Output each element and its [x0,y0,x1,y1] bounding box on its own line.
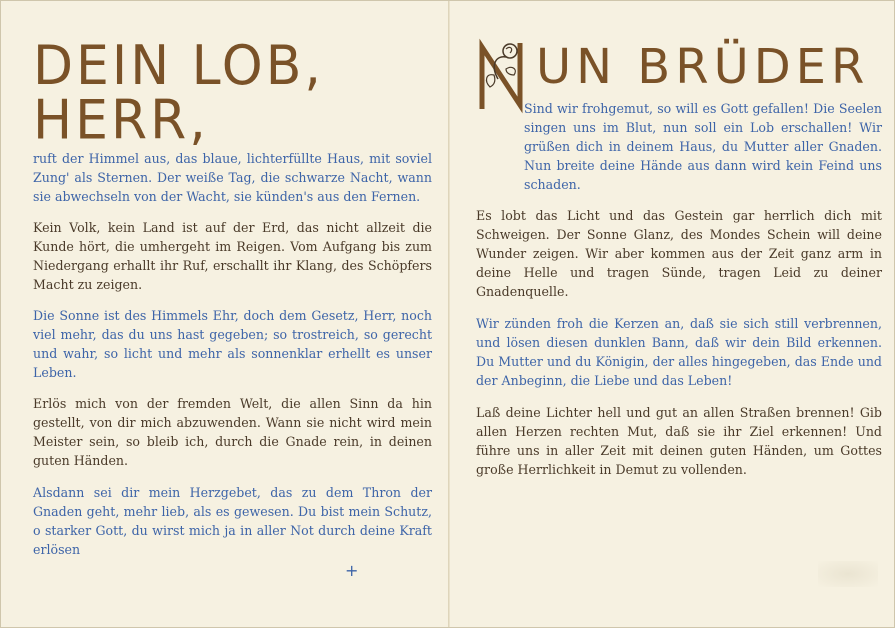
right-title-rest: UN BRÜDER [536,39,870,95]
right-page [450,1,895,628]
left-title: DEIN LOB, HERR, [33,34,324,153]
closing-cross: + [345,561,359,580]
left-page [1,1,448,628]
right-paragraph-4: Laß deine Lichter hell und gut an allen Straßen brennen! Gib allen Herzen rechten Mut, daß sie ihr Ziel erkennen! Und führe uns in aller Zeit mit deinen guten Händen, um Gottes große Herrlichkeit in Demut zu vollenden. [476,405,882,477]
rose-icon [476,35,536,115]
right-paragraph-3: Wir zünden froh die Kerzen an, daß sie sich still verbrennen, und lösen diesen dunklen Bann, daß wir dein Bild erkennen. Du Mutter und du Königin, der alles hingegeben, das Ende und der Anbeginn, die Liebe und das Leben! [476,316,882,388]
left-paragraph-4: Erlös mich von der fremden Welt, die allen Sinn da hin gestellt, von dir mich abzuwenden. Wann sie nicht wird mein Meister sein, so bleib ich, durch die Gnade rein, in deinen guten Händen. [33,396,432,468]
left-paragraph-5: Alsdann sei dir mein Herzgebet, das zu dem Thron der Gnaden geht, mehr lieb, als es gewesen. Du bist mein Schutz, o starker Gott, du wirst mich ja in aller Not durch deine Kraft erlösen [33,485,432,557]
rose-initial [476,43,532,109]
left-paragraph-2: Kein Volk, kein Land ist auf der Erd, das nicht allzeit die Kunde hört, die umhergeht im Reigen. Vom Aufgang bis zum Niedergang erhallt ihr Ruf, erschallt ihr Klang, des Schöpfers Macht zu zeigen. [33,220,432,292]
left-paragraph-3: Die Sonne ist des Himmels Ehr, doch dem Gesetz, Herr, noch viel mehr, das du uns hast gegeben; so trostreich, so gerecht und wahr, so licht und mehr als sonnenklar erhellt es unser Leben. [33,308,432,380]
right-paragraph-1: Sind wir frohgemut, so will es Gott gefallen! Die Seelen singen uns im Blut, nun soll ein Lob erschallen! Wir grüßen dich in deinem Haus, du Mutter aller Gnaden. Nun breite deine Hände aus dann wird kein Feind uns schaden. [524,101,882,192]
left-paragraph-1: ruft der Himmel aus, das blaue, lichterfüllte Haus, mit soviel Zung' als Sternen. Der weiße Tag, die schwarze Nacht, wann sie abwechseln von der Wacht, sie künden's aus den Fernen. [33,151,432,204]
paper-smudge [818,561,878,587]
right-paragraph-2: Es lobt das Licht und das Gestein gar herrlich dich mit Schweigen. Der Sonne Glanz, des Mondes Schein will deine Wunder zeigen. Wir aber kommen aus der Zeit ganz arm in deine Helle und tragen Sünde, tragen Leid zu deiner Gnadenquelle. [476,208,882,299]
